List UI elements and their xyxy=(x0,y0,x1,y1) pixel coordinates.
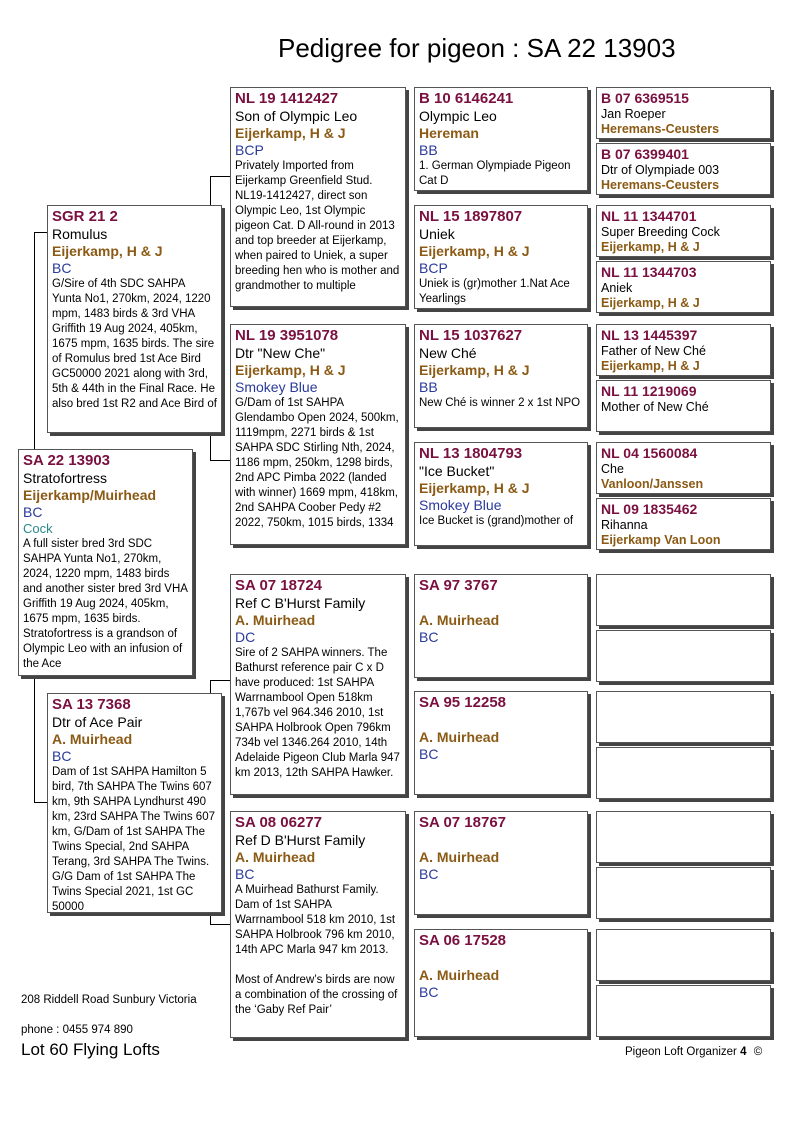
breeder-name: Eijerkamp, H & J xyxy=(52,243,163,259)
gen4-empty-card[interactable] xyxy=(596,691,771,743)
breeder-name: Eijerkamp Van Loon xyxy=(601,533,721,547)
ring-number: NL 13 1445397 xyxy=(601,327,698,343)
gen4-empty-card[interactable] xyxy=(596,811,771,863)
pigeon-notes: A full sister bred 3rd SDC SAHPA Yunta No1, 270km, 2024, 1220 mpm, 1483 birds and another sister bred 3rd VHA Griffith 19 Aug 2024, 405km, 1675 mpm, 1635 birds. Stratofortress is a grandson of Olympic Leo with an infusion of the Ace xyxy=(23,538,188,670)
pigeon-color: BCP xyxy=(419,260,448,276)
breeder-name: Eijerkamp, H & J xyxy=(419,480,530,496)
ring-number: NL 19 3951078 xyxy=(235,327,339,344)
pigeon-notes: Privately Imported from Eijerkamp Greenfield Stud. NL19-1412427, direct son Olympic Leo, 1st Olympic pigeon Cat. D All-round in 2013 and top breeder at Eijerkamp, when paired to Uniek, a super breeding hen who is mother and grandmother to multiple xyxy=(235,160,400,292)
pigeon-name: Ref D B'Hurst Family xyxy=(235,832,366,848)
sire-card[interactable] xyxy=(47,205,222,433)
breeder-name: A. Muirhead xyxy=(235,849,316,865)
pigeon-color: BC xyxy=(419,629,439,645)
pigeon-notes: A Muirhead Bathurst Family. Dam of 1st SAHPA Warrnambool 518 km 2010, 1st SAHPA Holbrook 796 km 2010, 14th APC Marla 947 km 2013. xyxy=(235,884,396,956)
pigeon-notes: Ice Bucket is (grand)mother of xyxy=(419,515,574,527)
gen3-card-6[interactable] xyxy=(414,691,588,795)
breeder-name: Eijerkamp, H & J xyxy=(601,359,700,373)
pigeon-color: DC xyxy=(235,629,256,645)
loft-name xyxy=(21,1040,160,1060)
pigeon-name: Mother of New Ché xyxy=(601,400,709,414)
ring-number: NL 11 1344703 xyxy=(601,264,697,280)
pigeon-name: Super Breeding Cock xyxy=(601,225,720,239)
pigeon-color: BC xyxy=(419,984,439,1000)
pigeon-name: Jan Roeper xyxy=(601,107,666,121)
pigeon-color: BC xyxy=(52,748,72,764)
pigeon-sex: Cock xyxy=(23,521,53,536)
breeder-name: Eijerkamp, H & J xyxy=(601,240,700,254)
ring-number: SA 07 18724 xyxy=(235,577,323,594)
breeder-name: A. Muirhead xyxy=(52,731,133,747)
ring-number: SA 07 18767 xyxy=(419,814,507,831)
pigeon-name: Rihanna xyxy=(601,518,648,532)
loft-phone: phone : 0455 974 890 xyxy=(21,1024,133,1036)
gen4-card-5[interactable] xyxy=(596,324,771,376)
breeder-name: Eijerkamp, H & J xyxy=(419,362,530,378)
granddam-maternal-card[interactable] xyxy=(230,811,406,1038)
pigeon-name: Aniek xyxy=(601,281,633,295)
connector-line xyxy=(210,176,230,177)
loft-name-text: Lot 60 Flying Lofts xyxy=(21,1040,160,1059)
breeder-name: A. Muirhead xyxy=(419,612,500,628)
connector-line xyxy=(210,680,230,681)
pigeon-color: BB xyxy=(419,379,438,395)
ring-number: SA 95 12258 xyxy=(419,694,507,711)
breeder-name: Hereman xyxy=(419,125,479,141)
gen4-empty-card[interactable] xyxy=(596,747,771,799)
breeder-name: Heremans-Ceusters xyxy=(601,178,720,192)
page-title: Pedigree for pigeon : SA 22 13903 xyxy=(278,33,676,63)
gen4-empty-card[interactable] xyxy=(596,985,771,1037)
pigeon-name: Dtr "New Che" xyxy=(235,345,326,361)
software-version: 4 xyxy=(740,1046,747,1058)
ring-number: SGR 21 2 xyxy=(52,208,118,225)
pigeon-color: Smokey Blue xyxy=(235,379,318,395)
ring-number: SA 22 13903 xyxy=(23,452,111,469)
ring-number: NL 15 1897807 xyxy=(419,208,523,225)
pigeon-color: BC xyxy=(52,260,72,276)
breeder-name: A. Muirhead xyxy=(419,849,500,865)
gen4-card-2[interactable] xyxy=(596,143,771,195)
connector-line xyxy=(34,675,35,803)
grandsire-maternal-card[interactable] xyxy=(230,574,406,795)
pigeon-color: BC xyxy=(419,866,439,882)
pigeon-name: Romulus xyxy=(52,226,108,242)
breeder-name: Eijerkamp, H & J xyxy=(419,243,530,259)
ring-number: SA 06 17528 xyxy=(419,932,507,949)
connector-line xyxy=(34,802,48,803)
breeder-name: A. Muirhead xyxy=(235,612,316,628)
gen4-empty-card[interactable] xyxy=(596,867,771,919)
dam-card[interactable] xyxy=(47,693,222,913)
pigeon-name: Dtr of Ace Pair xyxy=(52,714,143,730)
ring-number: SA 08 06277 xyxy=(235,814,323,831)
ring-number: NL 09 1835462 xyxy=(601,501,698,517)
pigeon-notes: 1. German Olympiade Pigeon Cat D xyxy=(419,160,571,187)
gen4-empty-card[interactable] xyxy=(596,630,771,682)
pigeon-notes-extra: Most of Andrew’s birds are now a combination of the crossing of the ‘Gaby Ref Pair’ xyxy=(235,974,398,1016)
software-credit xyxy=(625,1046,762,1058)
pigeon-color: BB xyxy=(419,142,438,158)
ring-number: B 07 6399401 xyxy=(601,146,689,162)
gen3-card-1[interactable] xyxy=(414,87,588,191)
ring-number: B 10 6146241 xyxy=(419,90,514,107)
pigeon-name: New Ché xyxy=(419,345,477,361)
connector-line xyxy=(210,912,211,924)
connector-line xyxy=(210,924,230,925)
ring-number: NL 04 1560084 xyxy=(601,445,698,461)
gen3-card-8[interactable] xyxy=(414,929,588,1037)
software-name: Pigeon Loft Organizer xyxy=(625,1046,737,1058)
pigeon-name: Dtr of Olympiade 003 xyxy=(601,163,720,177)
gen3-card-5[interactable] xyxy=(414,574,588,678)
pigeon-notes: G/Sire of 4th SDC SAHPA Yunta No1, 270km, 2024, 1220 mpm, 1483 birds & 3rd VHA Griffith 19 Aug 2024, 405km, 1675 mpm, 1635 birds. The sire of Romulus bred 1st Ace Bird GC50000 2021 along with 3rd, 5th & 44th in the Final Race. He also bred 1st R2 and Ace Bird of xyxy=(52,278,217,410)
connector-line xyxy=(210,176,211,206)
gen4-card-3[interactable] xyxy=(596,205,771,257)
gen4-card-6[interactable] xyxy=(596,380,771,432)
pigeon-color: BC xyxy=(419,746,439,762)
gen4-empty-card[interactable] xyxy=(596,929,771,981)
breeder-name: Heremans-Ceusters xyxy=(601,122,720,136)
pigeon-notes: New Ché is winner 2 x 1st NPO xyxy=(419,397,581,409)
gen4-card-8[interactable] xyxy=(596,498,771,550)
granddam-paternal-card[interactable] xyxy=(230,324,406,545)
pigeon-notes: Uniek is (gr)mother 1.Nat Ace Yearlings xyxy=(419,278,570,305)
pigeon-name: Father of New Ché xyxy=(601,344,706,358)
ring-number: NL 19 1412427 xyxy=(235,90,339,107)
gen3-card-7[interactable] xyxy=(414,811,588,915)
pigeon-notes: G/Dam of 1st SAHPA Glendambo Open 2024, 500km, 1119mpm, 2271 birds & 1st SAHPA SDC Stirling Nth, 2024, 1186 mpm, 250km, 1298 birds, 2nd APC Pimba 2022 (landed with winner) 1669 mpm, 418km, 2nd SAHPA Coober Pedy #2 2022, 750km, 1015 birds, 1334 xyxy=(235,397,399,529)
breeder-name: Eijerkamp, H & J xyxy=(601,296,700,310)
breeder-name: A. Muirhead xyxy=(419,729,500,745)
gen3-card-2[interactable] xyxy=(414,205,588,309)
gen4-card-4[interactable] xyxy=(596,261,771,313)
pigeon-name: Son of Olympic Leo xyxy=(235,108,358,124)
pigeon-notes: Dam of 1st SAHPA Hamilton 5 bird, 7th SAHPA The Twins 607 km, 9th SAHPA Lyndhurst 490 km, 23rd SAHPA The Twins 607 km, G/Dam of 1st SAHPA The Twins Special, 2nd SAHPA Terang, 3rd SAHPA The Twins. G/G Dam of 1st SAHPA The Twins Special 2021, 1st GC 50000 xyxy=(52,766,215,913)
breeder-name: Eijerkamp, H & J xyxy=(235,125,346,141)
ring-number: NL 11 1219069 xyxy=(601,383,697,399)
loft-address: 208 Riddell Road Sunbury Victoria xyxy=(21,994,197,1006)
breeder-name: Eijerkamp/Muirhead xyxy=(23,487,157,503)
connector-line xyxy=(34,232,35,450)
gen3-card-4[interactable] xyxy=(414,442,588,546)
pigeon-name: Stratofortress xyxy=(23,470,108,486)
gen3-card-3[interactable] xyxy=(414,324,588,428)
connector-line xyxy=(34,232,48,233)
pigeon-color: BC xyxy=(23,504,43,520)
pigeon-notes: Sire of 2 SAHPA winners. The Bathurst reference pair C x D have produced: 1st SAHPA Warrnambool Open 518km 1,767b vel 964.346 2010, 1st SAHPA Holbrook Open 796km 734b vel 1346.264 2010, 14th Adelaide Pigeon Club Marla 947 km 2013, 12th SAHPA Hawker. xyxy=(235,647,400,779)
subject-pigeon-card[interactable] xyxy=(18,449,193,676)
ring-number: NL 15 1037627 xyxy=(419,327,523,344)
connector-line xyxy=(210,680,211,694)
grandsire-paternal-card[interactable] xyxy=(230,87,406,307)
connector-line xyxy=(210,432,211,460)
ring-number: NL 11 1344701 xyxy=(601,208,697,224)
pigeon-name: "Ice Bucket" xyxy=(419,463,495,479)
breeder-name: Eijerkamp, H & J xyxy=(235,362,346,378)
breeder-name: Vanloon/Janssen xyxy=(601,477,704,491)
pigeon-name: Che xyxy=(601,462,624,476)
ring-number: B 07 6369515 xyxy=(601,90,689,106)
pigeon-color: BCP xyxy=(235,142,264,158)
gen4-card-1[interactable] xyxy=(596,87,771,139)
ring-number: SA 97 3767 xyxy=(419,577,498,594)
copyright-icon: © xyxy=(753,1046,763,1058)
pigeon-color: BC xyxy=(235,866,255,882)
pigeon-name: Ref C B'Hurst Family xyxy=(235,595,366,611)
pigeon-name: Uniek xyxy=(419,226,455,242)
ring-number: SA 13 7368 xyxy=(52,696,131,713)
pigeon-name: Olympic Leo xyxy=(419,108,497,124)
pigeon-color: Smokey Blue xyxy=(419,497,502,513)
ring-number: NL 13 1804793 xyxy=(419,445,523,462)
connector-line xyxy=(210,460,230,461)
breeder-name: A. Muirhead xyxy=(419,967,500,983)
gen4-empty-card[interactable] xyxy=(596,574,771,626)
gen4-card-7[interactable] xyxy=(596,442,771,494)
